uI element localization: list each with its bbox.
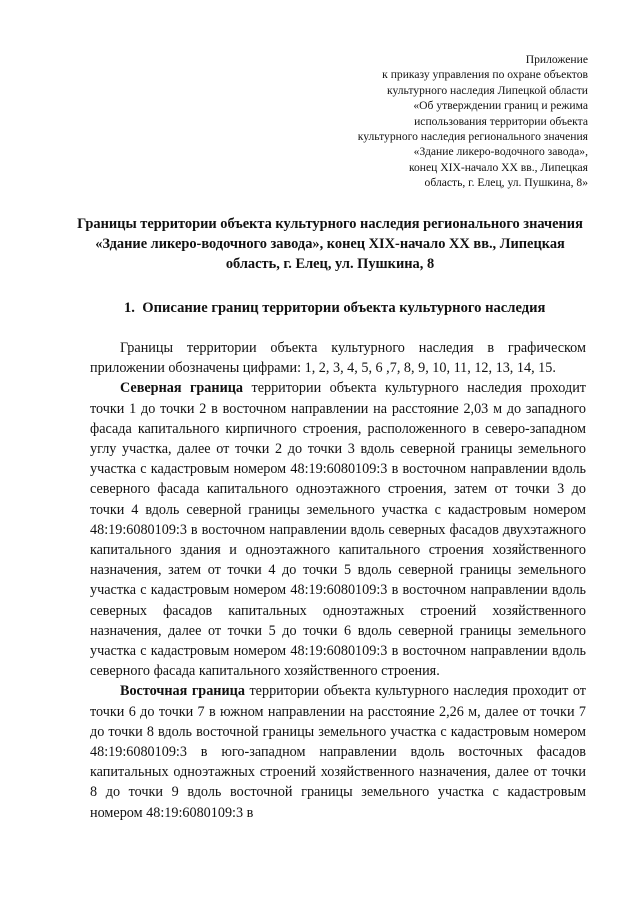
appendix-header bbox=[288, 52, 588, 191]
north-border-text: территории объекта культурного наследия проходит точки 1 до точки 2 в восточном направлении на расстояние 2,03 м до западного фасада капитального кирпичного строения, расположенного в северо-западном углу участка, далее от точки 2 до точки 3 вдоль северной границы земельного участка с кадастровым номером 48:19:6080109:3 в восточном направлении вдоль северного фасада капитального одноэтажного строения, затем от точки 3 до точки 4 вдоль северной границы земельного участка с кадастровым номером 48:19:6080109:3 в восточном направлении вдоль северных фасадов двухэтажного капитального здания и одноэтажного капитального строения хозяйственного назначения, затем от точки 4 до точки 5 вдоль северной границы земельного участка с кадастровым номером 48:19:6080109:3 в восточном направлении вдоль северных фасадов капитальных одноэтажных строений хозяйственного назначения, далее от точки 5 до точки 6 вдоль северной границы земельного участка с кадастровым номером 48:19:6080109:3 в восточном направлении вдоль северного фасада капитального хозяйственного строения. bbox=[90, 380, 586, 680]
east-border-text: территории объекта культурного наследия проходит от точки 6 до точки 7 в южном направлении на расстояние 2,26 м, далее от точки 7 до точки 8 вдоль восточной границы земельного участка с кадастровым номером 48:19:6080109:3 в юго-западном направлении вдоль восточных фасадов капитальных одноэтажных строений хозяйственного назначения, далее от точки 8 до точки 9 вдоль восточной границы земельного участка с кадастровым номером 48:19:6080109:3 в bbox=[90, 683, 586, 821]
appendix-line: «Здание ликеро-водочного завода», bbox=[413, 145, 588, 159]
east-border-lead: Восточная граница bbox=[120, 683, 245, 700]
paragraph-north-border bbox=[90, 378, 586, 681]
appendix-line: конец XIX-начало XX вв., Липецкая bbox=[408, 160, 588, 174]
appendix-line: культурного наследия регионального значения bbox=[357, 130, 588, 144]
paragraph-intro: Границы территории объекта культурного наследия в графическом приложении обозначены цифрами: 1, 2, 3, 4, 5, 6 ,7, 8, 9, 10, 11, 12, 13, 14, 15. bbox=[90, 340, 586, 377]
section-title: Описание границ территории объекта культурного наследия bbox=[142, 300, 546, 316]
body-text bbox=[90, 338, 586, 823]
document-title: Границы территории объекта культурного наследия регионального значения «Здание ликеро-водочного завода», конец XIX-начало XX вв., Липецкая область, г. Елец, ул. Пушкина, 8 bbox=[77, 216, 583, 272]
appendix-line: культурного наследия Липецкой области bbox=[387, 83, 588, 97]
appendix-line: к приказу управления по охране объектов bbox=[382, 68, 588, 82]
appendix-line: использования территории объекта bbox=[414, 114, 588, 128]
appendix-line: Приложение bbox=[525, 53, 588, 66]
section-number: 1. bbox=[124, 300, 135, 316]
appendix-line: область, г. Елец, ул. Пушкина, 8» bbox=[424, 176, 588, 190]
paragraph-east-border bbox=[90, 681, 586, 822]
north-border-lead: Северная граница bbox=[120, 380, 244, 397]
appendix-line: «Об утверждении границ и режима bbox=[413, 99, 588, 113]
section-heading bbox=[124, 298, 545, 318]
